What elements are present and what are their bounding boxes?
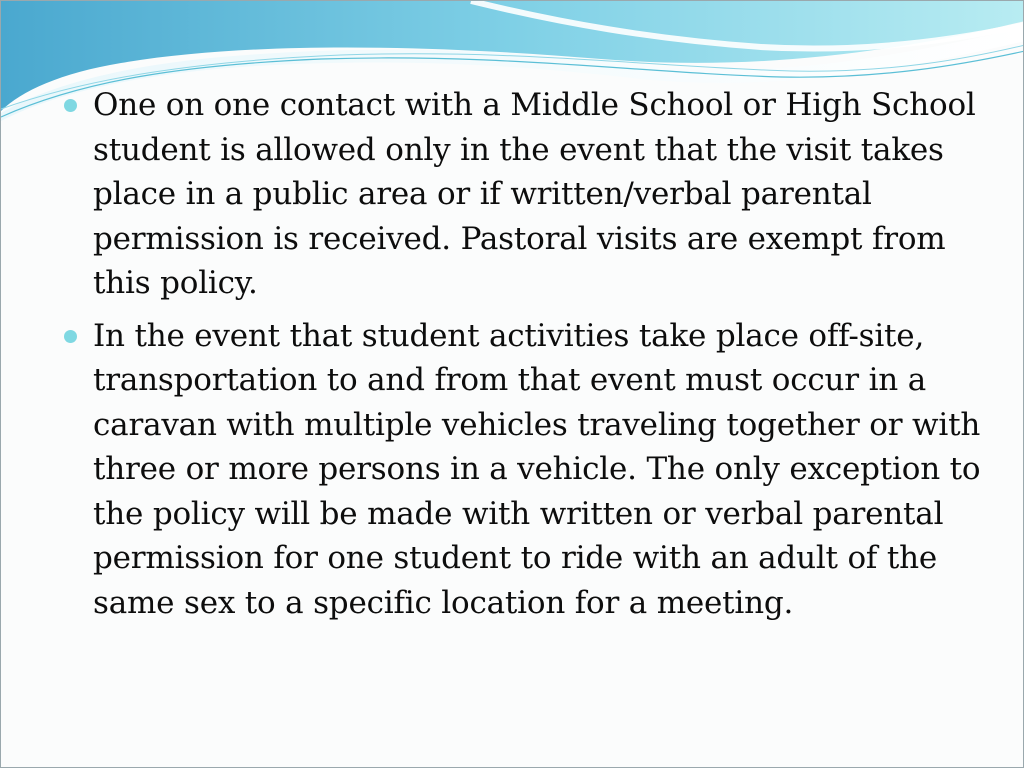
bullet-dot-icon	[64, 99, 77, 112]
bullet-list	[61, 83, 981, 633]
bullet-item	[61, 314, 981, 626]
bullet-item	[61, 83, 981, 306]
bullet-text: One on one contact with a Middle School or High School student is allowed only in the event that the visit takes place in a public area or if written/verbal parental permission is received. Pastoral visits are exempt from this policy.	[93, 87, 976, 301]
bullet-text: In the event that student activities take place off-site, transportation to and from that event must occur in a caravan with multiple vehicles traveling together or with three or more persons in a vehicle. The only exception to the policy will be made with written or verbal parental permission for one student to ride with an adult of the same sex to a specific location for a meeting.	[93, 317, 981, 621]
bullet-dot-icon	[64, 330, 77, 343]
